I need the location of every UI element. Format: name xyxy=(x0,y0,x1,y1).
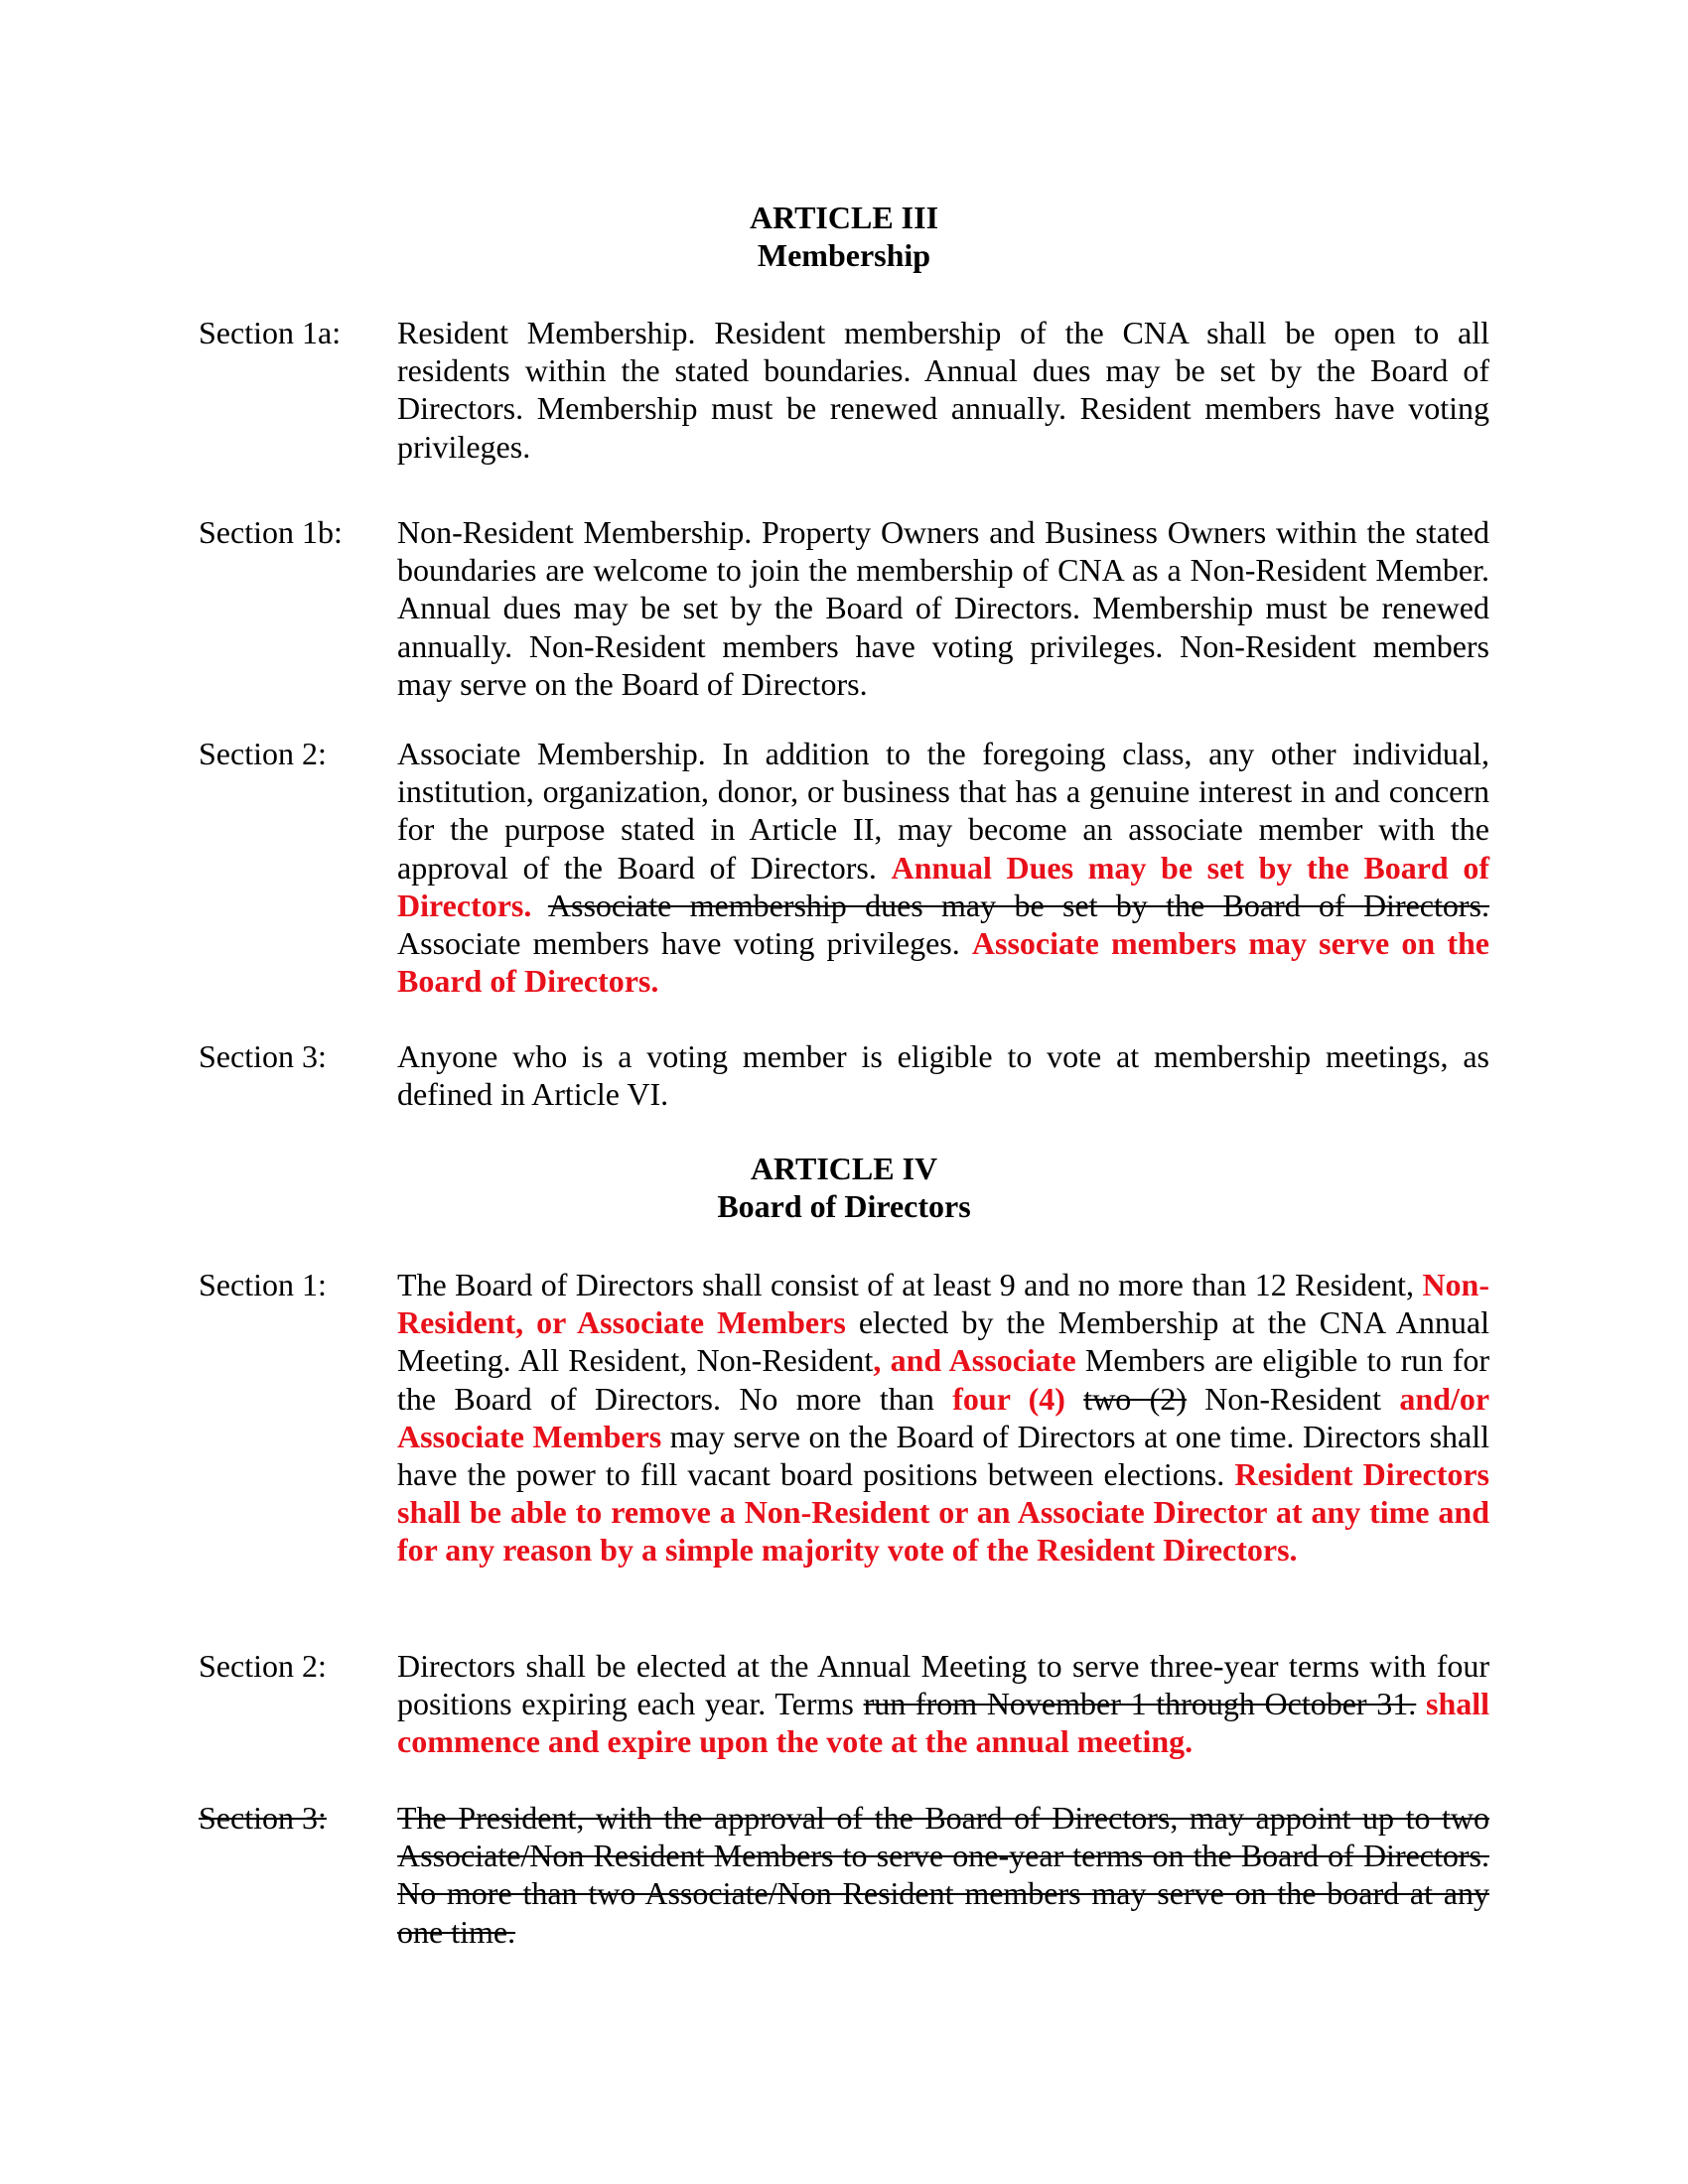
text-run: Non-Resident xyxy=(1186,1380,1400,1417)
text-run: elected by the Membership at the CNA Annual Meeting. All Resident, Non-Resident xyxy=(397,1304,1490,1379)
article-iii-subtitle: Membership xyxy=(757,237,931,273)
section-body xyxy=(397,314,1489,466)
inserted-text: and/or Associate Members xyxy=(397,1380,1490,1454)
article-iii-section-2 xyxy=(199,735,1489,1000)
article-iii-section-1a xyxy=(199,314,1489,466)
inserted-text: Non-Resident, or Associate Members xyxy=(397,1267,1489,1341)
section-body xyxy=(397,1647,1489,1761)
section-body xyxy=(397,1266,1489,1570)
article-iv-section-2 xyxy=(199,1647,1489,1761)
text-run: The Board of Directors shall consist of at least 9 and no more than 12 Resident, xyxy=(397,1267,1423,1302)
deleted-text: Associate membership dues may be set by the Board of Directors. xyxy=(547,887,1490,923)
text-run: may serve on the Board of Directors at one time. Directors shall have the power to fill vacant board positions between elections. xyxy=(397,1418,1490,1493)
section-label: Section 2: xyxy=(199,1648,327,1684)
article-iii-heading xyxy=(0,199,1688,274)
text-run: Associate members have voting privileges. xyxy=(397,925,972,962)
section-label: Section 1b: xyxy=(199,514,343,550)
deleted-text: run from November 1 through October 31. xyxy=(863,1686,1417,1722)
article-iv-section-3 xyxy=(199,1799,1489,1951)
article-iv-heading xyxy=(0,1150,1688,1225)
inserted-text: four (4) xyxy=(952,1380,1065,1417)
inserted-text: Associate members may serve on the Board of Directors. xyxy=(397,925,1490,1000)
article-iv-section-1 xyxy=(199,1266,1489,1570)
article-iii-section-3 xyxy=(199,1037,1489,1113)
section-label: Section 1: xyxy=(199,1267,327,1302)
article-iv-title: ARTICLE IV xyxy=(750,1151,938,1186)
text-run: Anyone who is a voting member is eligible to vote at membership meetings, as defined in Article VI. xyxy=(397,1038,1489,1113)
text-run: Associate Membership. In addition to the foregoing class, any other individual, institution, organization, donor, or business that has a genuine interest in and concern for the purpose stated in Article II, may become an associate member with the approval of the Board of Directors. xyxy=(397,736,1489,886)
article-iii-section-1b xyxy=(199,513,1489,703)
deleted-text: two (2) xyxy=(1083,1380,1187,1417)
text-run xyxy=(1065,1381,1083,1417)
section-label: Section 1a: xyxy=(199,315,342,350)
inserted-text: Resident Directors shall be able to remove a Non-Resident or an Associate Director at any time and for any reason by a simple majority vote of the Resident Directors. xyxy=(397,1456,1490,1569)
section-body xyxy=(397,513,1489,703)
section-body xyxy=(397,735,1489,1000)
article-iv-subtitle: Board of Directors xyxy=(717,1188,971,1224)
deleted-text: The President, with the approval of the Board of Directors, may appoint up to two Associate/Non Resident Members to serve one-year terms on the Board of Directors. No more than two Associate/Non Resident members may serve on the board at any one time. xyxy=(397,1800,1489,1950)
inserted-text: Annual Dues may be set by the Board of Directors. xyxy=(397,849,1490,923)
text-run xyxy=(531,887,548,923)
section-label: Section 3: xyxy=(199,1038,327,1074)
text-run: Members are eligible to run for the Board of Directors. No more than xyxy=(397,1342,1490,1417)
inserted-text: shall commence and expire upon the vote at the annual meeting. xyxy=(397,1686,1490,1760)
text-run: Non-Resident Membership. Property Owners and Business Owners within the stated boundaries are welcome to join the membership of CNA as a Non-Resident Member. Annual dues may be set by the Board of Directors. Membership must be renewed annually. Non-Resident members have voting privileges. Non-Resident members may serve on the Board of Directors. xyxy=(397,514,1489,702)
section-label: Section 3: xyxy=(199,1800,327,1836)
section-body xyxy=(397,1799,1489,1951)
text-run: Resident Membership. Resident membership of the CNA shall be open to all residents within the stated boundaries. Annual dues may be set by the Board of Directors. Membership must be renewed annually. Resident members have voting privileges. xyxy=(397,315,1489,465)
inserted-text: , and Associate xyxy=(873,1342,1076,1379)
text-run: Directors shall be elected at the Annual Meeting to serve three-year terms with four positions expiring each year. Terms xyxy=(397,1648,1489,1722)
section-body xyxy=(397,1037,1489,1113)
text-run xyxy=(1416,1686,1426,1721)
section-label: Section 2: xyxy=(199,736,327,771)
article-iii-title: ARTICLE III xyxy=(749,200,939,235)
